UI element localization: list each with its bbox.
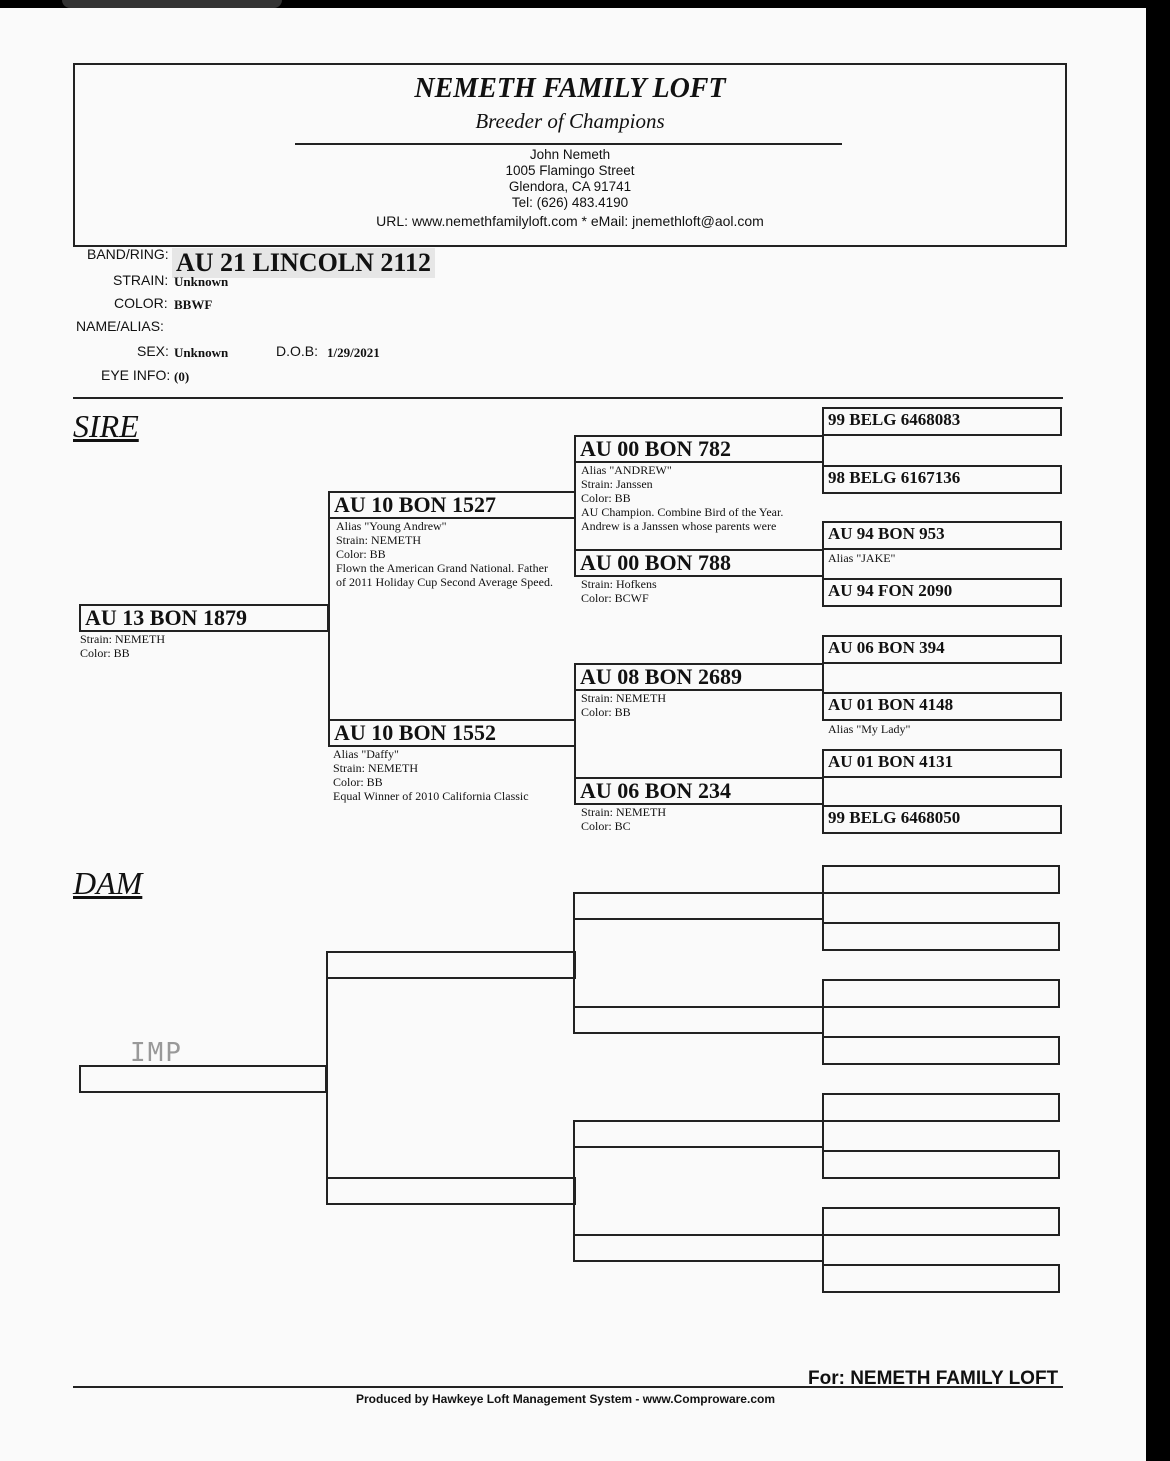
connector	[328, 491, 330, 719]
ss-sire-box	[574, 435, 824, 463]
phone: Tel: (626) 483.4190	[511, 195, 629, 210]
gg-band: 99 BELG 6468083	[828, 410, 961, 429]
gg-box-3	[822, 521, 1062, 550]
sd-sire-details	[581, 691, 666, 719]
dd-dam-box	[573, 1234, 824, 1262]
gg-box-8	[822, 805, 1062, 834]
gg-alias: Alias "JAKE"	[828, 551, 896, 565]
sd-sire-detail: Color: BB	[581, 705, 631, 719]
footer-rule	[73, 1386, 1063, 1388]
loft-name: NEMETH FAMILY LOFT	[414, 73, 726, 104]
dam-box	[79, 1065, 327, 1093]
sire-sire-detail: Color: BB	[336, 547, 386, 561]
sire-sire-detail: Flown the American Grand National. Father	[336, 561, 548, 575]
gg-band: AU 01 BON 4131	[828, 752, 954, 771]
ss-dam-box	[574, 549, 824, 577]
gg-band: 99 BELG 6468050	[828, 808, 961, 827]
band-value: AU 21 LINCOLN 2112	[172, 248, 435, 278]
ss-dam-band: AU 00 BON 788	[580, 550, 731, 575]
owner-name: John Nemeth	[529, 147, 611, 162]
dob-value: 1/29/2021	[327, 345, 380, 360]
ss-sire-details	[581, 463, 783, 533]
sire-sire-band: AU 10 BON 1527	[334, 492, 496, 517]
sire-band: AU 13 BON 1879	[85, 605, 247, 630]
handwritten-note: IMP	[130, 1038, 183, 1068]
color-value: BBWF	[174, 297, 213, 312]
dam-gg-box	[822, 1093, 1060, 1122]
sex-label: SEX:	[137, 343, 169, 359]
gg-band: 98 BELG 6167136	[828, 468, 961, 487]
sd-sire-band: AU 08 BON 2689	[580, 664, 742, 689]
window-top-tab	[62, 0, 282, 8]
sire-detail: Color: BB	[80, 646, 130, 660]
sire-sire-detail: Strain: NEMETH	[336, 533, 421, 547]
sd-dam-detail: Color: BC	[581, 819, 631, 833]
sire-heading: SIRE	[73, 408, 139, 444]
ds-sire-box	[573, 892, 824, 920]
sex-value: Unknown	[174, 345, 229, 360]
header-box	[73, 63, 1067, 247]
ds-dam-box	[573, 1006, 824, 1034]
gg-band: AU 06 BON 394	[828, 638, 945, 657]
eye-info-value: (0)	[174, 369, 190, 384]
sire-dam-band: AU 10 BON 1552	[334, 720, 496, 745]
gg-band: AU 94 BON 953	[828, 524, 945, 543]
gg-box-4	[822, 578, 1062, 607]
produced-by: Produced by Hawkeye Loft Management System - www.Comproware.com	[356, 1392, 775, 1406]
section-divider	[73, 397, 1063, 399]
connector	[326, 951, 328, 1179]
ss-sire-detail: Andrew is a Janssen whose parents were	[581, 519, 777, 533]
sire-dam-detail: Strain: NEMETH	[333, 761, 418, 775]
sire-details	[80, 632, 165, 660]
sd-sire-box	[574, 663, 824, 691]
color-label: COLOR:	[114, 295, 168, 311]
dam-gg-box	[822, 1207, 1060, 1236]
gg-band: AU 94 FON 2090	[828, 581, 953, 600]
contact-line: URL: www.nemethfamilyloft.com * eMail: jnemethloft@aol.com	[376, 213, 764, 229]
for-loft: For: NEMETH FAMILY LOFT	[808, 1368, 1059, 1389]
strain-value: Unknown	[174, 274, 229, 289]
header-divider	[295, 143, 842, 145]
sire-dam-detail: Equal Winner of 2010 California Classic	[333, 789, 529, 803]
dam-dam-box	[326, 1177, 576, 1205]
dam-gg-box	[822, 1036, 1060, 1065]
ss-dam-detail: Color: BCWF	[581, 591, 649, 605]
strain-label: STRAIN:	[113, 272, 169, 288]
tagline: Breeder of Champions	[475, 109, 665, 133]
city-address: Glendora, CA 91741	[508, 179, 632, 194]
dam-gg-box	[822, 922, 1060, 951]
dam-gg-box	[822, 979, 1060, 1008]
sire-detail: Strain: NEMETH	[80, 632, 165, 646]
gg-band: AU 01 BON 4148	[828, 695, 954, 714]
sire-sire-detail: of 2011 Holiday Cup Second Average Speed.	[336, 575, 553, 589]
name-alias-label: NAME/ALIAS:	[76, 318, 164, 334]
gg-alias: Alias "My Lady"	[828, 722, 911, 736]
ss-sire-detail: Strain: Janssen	[581, 477, 653, 491]
street-address: 1005 Flamingo Street	[505, 163, 635, 178]
sd-dam-detail: Strain: NEMETH	[581, 805, 666, 819]
sd-dam-box	[574, 777, 824, 805]
gg-box-1	[822, 407, 1062, 436]
dam-heading: DAM	[73, 865, 143, 901]
ss-dam-detail: Strain: Hofkens	[581, 577, 657, 591]
sire-sire-detail: Alias "Young Andrew"	[336, 519, 447, 533]
sire-dam-detail: Alias "Daffy"	[333, 747, 399, 761]
dob-label: D.O.B:	[276, 343, 319, 359]
sd-sire-detail: Strain: NEMETH	[581, 691, 666, 705]
ss-sire-detail: Color: BB	[581, 491, 631, 505]
ss-sire-band: AU 00 BON 782	[580, 436, 731, 461]
gg-box-2	[822, 465, 1062, 494]
sd-dam-band: AU 06 BON 234	[580, 778, 731, 803]
dd-sire-box	[573, 1120, 824, 1148]
ss-sire-detail: AU Champion. Combine Bird of the Year.	[581, 505, 784, 519]
sire-sire-details	[336, 519, 553, 589]
dam-gg-box	[822, 1150, 1060, 1179]
eye-info-label: EYE INFO:	[101, 367, 171, 383]
sire-sire-box	[328, 491, 576, 519]
dam-gg-box	[822, 1264, 1060, 1293]
sire-dam-detail: Color: BB	[333, 775, 383, 789]
gg-box-6	[822, 692, 1062, 721]
sire-dam-box	[328, 719, 576, 747]
band-label: BAND/RING:	[87, 246, 169, 262]
sire-box	[79, 604, 329, 632]
pedigree-sheet	[0, 8, 1146, 1461]
ss-sire-detail: Alias "ANDREW"	[581, 463, 672, 477]
sd-dam-details	[581, 805, 666, 833]
gg-box-7	[822, 749, 1062, 778]
sire-dam-details	[333, 747, 529, 803]
dam-gg-box	[822, 865, 1060, 894]
dam-sire-box	[326, 951, 576, 979]
gg-box-5	[822, 635, 1062, 664]
ss-dam-details	[581, 577, 657, 605]
